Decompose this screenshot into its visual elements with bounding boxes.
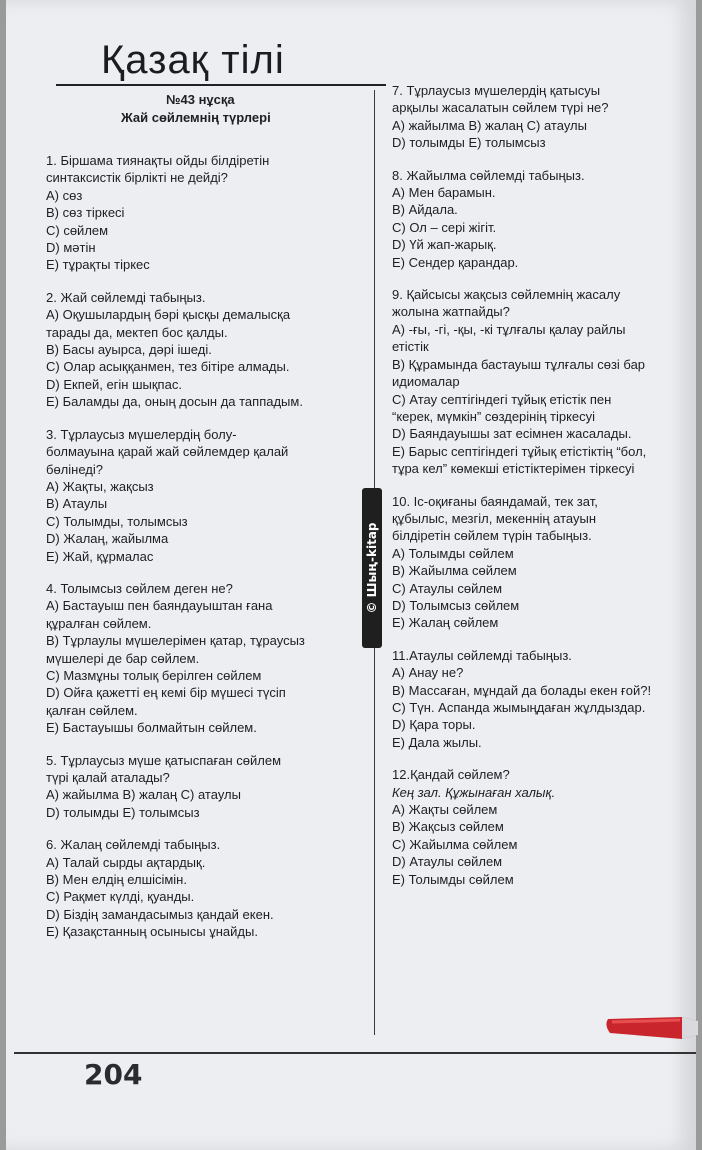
- question-line: мүшелері де бар сөйлем.: [46, 650, 200, 666]
- question-line: D) Атаулы сөйлем: [392, 854, 503, 870]
- question-block: [392, 493, 692, 632]
- question-line: A) Анау не?: [392, 665, 464, 681]
- question-block: [46, 752, 366, 822]
- question-line: C) Толымды, толымсыз: [46, 513, 188, 529]
- question-line: B) Мен елдің елшісімін.: [46, 872, 187, 888]
- question-line: E) Жалаң сөйлем: [392, 615, 499, 631]
- question-line: D) Біздің замандасымыз қандай екен.: [46, 906, 274, 922]
- question-line: түрі қалай аталады?: [46, 770, 170, 785]
- question-text: 11.Атаулы сөйлемді табыңыз.: [392, 647, 572, 663]
- question-line: D) Ойға қажетті ең кемі бір мүшесі түсіп: [46, 685, 286, 701]
- question-line: тұра кел” көмекші етістіктерімен тіркесуі: [392, 461, 635, 477]
- question-line: құбылыс, мезгіл, мекеннің атауын: [392, 510, 597, 526]
- question-line: D) мәтін: [46, 240, 96, 256]
- question-line: A) Мен барамын.: [392, 185, 496, 201]
- question-line: A) -ғы, -гі, -қы, -кі тұлғалы қалау райлы: [392, 321, 626, 337]
- question-line: A) Оқушылардың бәрі қысқы демалысқа: [46, 307, 291, 323]
- question-text: 2. Жай сөйлемді табыңыз.: [46, 289, 206, 305]
- question-line: D) Жалаң, жайылма: [46, 531, 169, 547]
- question-line: C) Олар асыққанмен, тез бітіре алмады.: [46, 359, 290, 375]
- question-block: [392, 82, 692, 152]
- question-block: [46, 152, 366, 274]
- question-text: 7. Тұрлаусыз мүшелердің қатысуы: [392, 83, 601, 98]
- question-line: “керек, мүмкін” сөздерінің тіркесуі: [392, 408, 596, 424]
- question-line: болмауына қарай жай сөйлемдер қалай: [46, 444, 289, 460]
- section-subtitle: Жай сөйлемнің түрлері: [121, 110, 271, 125]
- question-line: құралған сөйлем.: [46, 615, 152, 631]
- question-line: E) Қазақстанның осынысы ұнайды.: [46, 924, 258, 940]
- question-line: A) Толымды сөйлем: [392, 545, 514, 561]
- variant-number: №43 нұсқа: [166, 92, 235, 107]
- question-line: B) Атаулы: [46, 496, 108, 512]
- question-line: C) Ол – сері жігіт.: [392, 219, 497, 235]
- question-block: [392, 647, 692, 751]
- question-line: B) Тұрлаулы мүшелерімен қатар, тұраусыз: [46, 633, 305, 649]
- question-line: бөлінеді?: [46, 461, 103, 477]
- question-example: Кең зал. Құжынаған халық.: [392, 784, 556, 800]
- question-block: [46, 289, 366, 411]
- question-block: [46, 426, 366, 565]
- question-line: етістік: [392, 339, 429, 355]
- question-line: C) Түн. Аспанда жымыңдаған жұлдыздар.: [392, 700, 646, 715]
- question-line: B) сөз тіркесі: [46, 205, 125, 221]
- question-block: [46, 580, 366, 737]
- question-line: арқылы жасалатын сөйлем түрі не?: [392, 100, 609, 116]
- publisher-watermark: [362, 488, 382, 648]
- question-text: 9. Қайсысы жақсыз сөйлемнің жасалу: [392, 287, 621, 303]
- question-line: A) Бастауыш пен баяндауыштан ғана: [46, 598, 273, 614]
- question-block: [46, 836, 366, 940]
- question-line: B) Басы ауырса, дәрі ішеді.: [46, 342, 212, 358]
- question-line: B) Жақсыз сөйлем: [392, 819, 504, 835]
- question-line: C) Мазмұны толық берілген сөйлем: [46, 667, 262, 683]
- question-line: A) Талай сырды ақтардық.: [46, 854, 206, 870]
- question-line: A) жайылма B) жалаң C) атаулы: [392, 117, 587, 133]
- question-line: білдіретін сөйлем түрін табыңыз.: [392, 528, 592, 544]
- question-line: жолына жатпайды?: [392, 304, 510, 320]
- question-text: 10. Іс-оқиғаны баяндамай, тек зат,: [392, 493, 598, 509]
- question-line: D) Екпей, егін шықпас.: [46, 376, 182, 392]
- question-line: E) Бастауышы болмайтын сөйлем.: [46, 720, 257, 736]
- question-line: B) Айдала.: [392, 202, 458, 218]
- question-text: 3. Тұрлаусыз мүшелердің болу-: [46, 426, 237, 442]
- page-number: 204: [84, 1058, 143, 1091]
- right-question-column: [392, 82, 692, 888]
- question-line: D) Қара торы.: [392, 717, 476, 733]
- question-line: D) Үй жап-жарық.: [392, 237, 497, 253]
- question-text: 6. Жалаң сөйлемді табыңыз.: [46, 837, 221, 853]
- question-block: [392, 286, 692, 477]
- question-line: D) Баяндауышы зат есімнен жасалады.: [392, 426, 632, 442]
- left-question-column: [46, 152, 366, 941]
- question-line: B) Массаған, мұндай да болады екен ғой?!: [392, 682, 652, 698]
- title-underline: [56, 84, 386, 86]
- question-line: C) Жайылма сөйлем: [392, 836, 518, 852]
- question-block: [392, 766, 692, 888]
- question-text: 5. Тұрлаусыз мүше қатыспаған сөйлем: [46, 752, 282, 768]
- question-text: 4. Толымсыз сөйлем деген не?: [46, 580, 233, 596]
- question-line: идиомалар: [392, 374, 460, 390]
- question-line: D) Толымсыз сөйлем: [392, 597, 520, 613]
- question-line: B) Жайылма сөйлем: [392, 563, 517, 579]
- question-line: E) Дала жылы.: [392, 734, 482, 750]
- footer-rule: [14, 1052, 696, 1054]
- question-line: D) толымды E) толымсыз: [46, 804, 200, 820]
- question-line: E) Сендер қарандар.: [392, 254, 519, 270]
- question-block: [392, 167, 692, 271]
- question-line: C) Атау септігіндегі тұйық етістік пен: [392, 391, 612, 407]
- red-pen-icon: [602, 1005, 702, 1045]
- question-line: D) толымды E) толымсыз: [392, 135, 546, 151]
- question-line: E) Баламды да, оның досын да таппадым.: [46, 394, 303, 410]
- question-line: C) Рақмет күлді, қуанды.: [46, 889, 195, 905]
- question-text: 1. Біршама тиянақты ойды білдіретін: [46, 153, 270, 168]
- question-line: A) жайылма B) жалаң C) атаулы: [46, 787, 241, 803]
- book-page: [6, 0, 696, 1150]
- watermark-text: © Шың-kitap: [365, 522, 379, 614]
- question-line: B) Құрамында бастауыш тұлғалы сөзі бар: [392, 356, 646, 372]
- question-line: қалған сөйлем.: [46, 702, 138, 718]
- question-line: E) Толымды сөйлем: [392, 871, 514, 887]
- question-line: A) Жақты сөйлем: [392, 802, 498, 818]
- question-line: C) Атаулы сөйлем: [392, 580, 503, 596]
- question-line: C) сөйлем: [46, 222, 109, 238]
- question-line: синтаксистік бірлікті не дейді?: [46, 170, 228, 186]
- question-line: A) сөз: [46, 187, 83, 203]
- question-text: 8. Жайылма сөйлемді табыңыз.: [392, 167, 585, 183]
- question-line: A) Жақты, жақсыз: [46, 478, 154, 494]
- question-line: E) Барыс септігіндегі тұйық етістіктің “бол,: [392, 443, 647, 459]
- question-line: E) тұрақты тіркес: [46, 257, 150, 273]
- page-title: Қазақ тілі: [101, 38, 285, 82]
- question-line: E) Жай, құрмалас: [46, 548, 154, 564]
- question-text: 12.Қандай сөйлем?: [392, 767, 510, 783]
- question-line: тарады да, мектеп бос қалды.: [46, 324, 228, 340]
